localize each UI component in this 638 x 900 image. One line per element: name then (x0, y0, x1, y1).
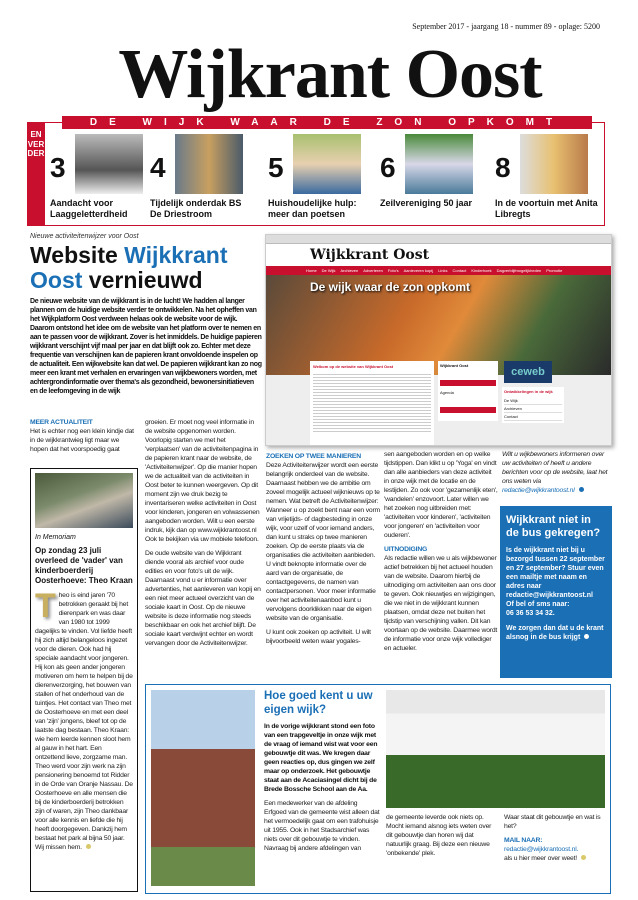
website-nav-item[interactable]: Foto's (387, 268, 399, 273)
end-dot-icon (584, 634, 589, 639)
body-text: Een medewerker van de afdeling Erfgoed van de gemeente wist alleen dat het vermoedelijk gaat om een trafohuisje uit 1955. Ook in het Stadsarchief was niets over dit gebouwtje te vinden. Navraag bij andere afdelingen van (264, 800, 380, 852)
teaser-item[interactable] (150, 134, 246, 224)
website-hero (266, 275, 611, 375)
memoriam-body-2: Theo werd voor zijn werk na zijn pensionering benoemd tot Ridder in de Orde van Oranje Nassau. De Oosterhoeve en alle mensen die bij de kinderboerderij betrokken zijn of waren, zijn Theo dankbaar voor alle kennis en liefde die hij heeft doorgegeven. Dankzij hem bestaat het park al bijna 50 jaar. (35, 763, 133, 842)
headline (30, 243, 262, 293)
delivery-closing: We zorgen dan dat u de krant alsnog in de bus krijgt (506, 625, 604, 641)
website-menu-item[interactable]: De Wijk (504, 397, 562, 405)
teaser-caption: Huishoudelijke hulp: meer dan poetsen (268, 198, 357, 219)
en-verder-label: EN VERDER (27, 122, 45, 226)
end-dot-icon (579, 487, 584, 492)
delivery-box (500, 506, 612, 678)
website-nav-item[interactable]: Links (438, 268, 448, 273)
dateline: September 2017 - jaargang 18 - nummer 89 - oplage: 5200 (412, 22, 600, 31)
in-memoriam-box (30, 468, 138, 892)
body-text: Het is echter nog een klein kindje dat in de wijkkrantwieg ligt maar we hopen dat het voorspoedig gaat (30, 428, 134, 453)
memoriam-photo (35, 473, 133, 528)
column-5 (502, 450, 612, 495)
body-text: Wilt u wijkbewoners informeren over uw activiteiten of heeft u andere berichten voor op de website, laat het ons weten via (502, 451, 608, 485)
memoriam-label: In Memoriam (35, 534, 76, 541)
column-2 (145, 418, 261, 653)
website-menu-title: Ontwikkelingen in de wijk (504, 389, 553, 394)
body-text: als u hier meer over weet! (504, 855, 577, 862)
masthead-logo: Wijkrant Oost (118, 36, 542, 113)
subheading: MEER ACTUALITEIT (30, 419, 93, 426)
page-number: 5 (268, 152, 284, 183)
website-nav-item[interactable]: Aanleveren kopij (403, 268, 434, 273)
quiz-column-2 (386, 813, 498, 863)
phone-label: Of bel of sms naar: (506, 601, 570, 608)
website-welcome-title: Welkom op de website van Wijkkrant Oost (313, 364, 394, 369)
quiz-column-1 (264, 689, 380, 858)
subheading: UITNODIGING (384, 546, 428, 553)
end-dot-icon (86, 844, 91, 849)
website-menu-item[interactable]: Contact (504, 413, 562, 421)
column-1 (30, 418, 138, 454)
teaser-photo (175, 134, 243, 194)
sponsor-logo: ceweb (504, 361, 552, 383)
website-menu-item[interactable]: Archieven (504, 405, 562, 413)
slogan-bar: DE WIJK WAAR DE ZON OPKOMT (62, 116, 592, 129)
quiz-title: Hoe goed kent u uw eigen wijk? (264, 690, 373, 716)
website-side-title: Wijkkrant Oost (440, 363, 469, 368)
trafohuisje-photo (151, 690, 255, 886)
quiz-question: Waar staat dit gebouwtje en wat is het? (504, 814, 601, 830)
memoriam-title: Op zondag 23 juli overleed de 'vader' van kinderboerderij Oosterhoeve: Theo Kraan (35, 546, 133, 585)
website-menu (502, 387, 564, 423)
intro-paragraph: De nieuwe website van de wijkkrant is in de lucht! We hadden al langer plannen om de huidige website verder te ontwikkelen. Na het opheffen van het Wijkplatform Oost verdween helaas ook de website voor de wijk. Daarom ontstond het idee om de website van het platform over te nemen en aan te passen voor de wijkkrant. Zover is het inmiddels. De huidige papieren wijkkrant verschijnt vijf maal per jaar en dat blijft ook zo. Echter met deze frequentie van verschijnen kan de papieren krant onvoldoende inspelen op de actualiteit. Een wijkwebsite kan dat wel. De papieren wijkkrant kan zo nog meer een krant met verhalen en ervaringen van wijkbewoners worden, met achtergrondinformatie over thema's als gezondheid, bewonersinitiatieven en de leefomgeving in de wijk (30, 298, 262, 395)
website-nav-item[interactable]: Dagverblijfmogelijkheden (496, 268, 542, 273)
teaser-photo (520, 134, 588, 194)
website-nav (266, 266, 611, 275)
headline-highlight: Wijkkrant Oost (30, 242, 228, 293)
teaser-caption: In de voortuin met Anita Libregts (495, 198, 598, 219)
drop-cap: T (35, 587, 56, 625)
body-text: De oude website van de Wijkkrant diende vooral als archief voor oude edities en voor foto's uit de wijk. Daarnaast vond u er informatie over advertenties, het aanleveren van kopij en een niet meer actueel overzicht van de sociale kaart in Oost. Op de nieuwe website is deze informatie nog steeds beschikbaar en ook het archief blijft. De sociale kaart verdwijnt echter en wordt vervangen door de Activiteitenwijzer. (145, 550, 261, 647)
page-number: 4 (150, 152, 166, 183)
teaser-item[interactable] (268, 134, 364, 224)
page-number: 6 (380, 152, 396, 183)
website-nav-item[interactable]: Home (306, 268, 317, 273)
page-number: 3 (50, 152, 66, 183)
teaser-item[interactable] (380, 134, 476, 224)
teaser-caption: Tijdelijk onderdak BS De Driestroom (150, 198, 242, 219)
website-sidebar (438, 361, 498, 421)
browser-toolbar (266, 235, 611, 244)
website-nav-item[interactable]: Contact (452, 268, 467, 273)
body-text: groeien. Er moet nog veel informatie in de website opgenomen worden. Voorlopig starten we met het 'verplaatsen' van de activiteitenpagina in de papieren krant naar de website, de 'Activiteitenwijzer'. Op die manier hopen we de actualiteit van de activiteiten in Oost beter te kunnen weergeven. Op dit moment zijn we druk bezig te inventariseren welke activiteiten in Oost voor kinderen, jongeren en volwassenen aangeboden worden. Wilt u een eerste indruk, kijk dan op www.wijkkrantoost.nl Ook te bekijken via uw mobiele telefoon. (145, 419, 260, 543)
end-dot-icon (581, 855, 586, 860)
page-number: 8 (495, 152, 511, 183)
website-screenshot (265, 234, 612, 446)
website-nav-item[interactable]: Adverteren (363, 268, 383, 273)
website-nav-item[interactable]: Promotie (546, 268, 563, 273)
email-link[interactable]: redactie@wijkkrantoost.nl. (504, 846, 579, 853)
email-link[interactable]: redactie@wijkkrantoost.nl (502, 487, 575, 494)
building-photo (386, 690, 605, 808)
teaser-photo (75, 134, 143, 194)
website-logo: Wijkkrant Oost (266, 244, 611, 266)
memoriam-closing: Wij missen hem. (35, 844, 82, 851)
phone-number: 06 36 53 34 32. (506, 610, 555, 617)
delivery-title: Wijkkrant niet in de bus gekregen? (506, 514, 601, 539)
body-text: de gemeente leverde ook niets op. Mocht iemand alsnog iets weten over dit gebouwtje dan horen wij dat natuurlijk graag. Bij deze een nieuwe 'onbekende' plek. (386, 814, 492, 857)
memoriam-body: heo is eind jaren '70 betrokken geraakt bij het dierenpark en was daar van 1980 tot 1999 dagelijks te vinden. Vol liefde heeft hij zich altijd belangeloos ingezet voor de dieren. Ook had hij speciale aandacht voor jongeren. Hij kon als geen ander jongeren motiveren om hem te helpen bij de dierenverzorging, het bouwen van stallen of het onderhoud van de tuintjes. Het contact van Theo met de Oosterhoeve en met een deel van 'zijn' jongens, bleef tot op de laatste dag bestaan. Theo Kraan: wie hem leerde kennen sloot hem al gauw in het hart. Een ontzettend lieve, zorgzame man. (35, 592, 133, 761)
teaser-photo (405, 134, 473, 194)
column-3 (266, 452, 380, 651)
body-text: Deze Activiteitenwijzer wordt een eerste belangrijk onderdeel van de website. Daarnaast hebben we de ambitie om zoveel mogelijk actueel wijknieuws op te nemen. Wat betreft de Activiteitenwijzer: Wanneer u op zoekt bent naar een vorm van vrijetijds- of dagbesteding in onze wijk, voor uzelf of voor iemand anders, dan kunt u straks op twee manieren zoeken. Op de eerste plaats via de organisaties die activiteiten aanbieden. U vindt beknopte informatie over de aard van de organisatie, de contactgegevens, de namen van contactpersonen. Voor meer informatie over het activiteitenaanbod kunt u vervolgens doorklikken naar de eigen website van de organisatie. (266, 462, 381, 622)
website-hero-text: De wijk waar de zon opkomt (310, 280, 471, 294)
quiz-lead: In de vorige wijkkrant stond een foto van een trapgeveltje in onze wijk met de vraag of iemand wist wat voor een gebouwtje dit was. We kregen daar geen reacties op, dus gingen we zelf maar op onderzoek. Het gebouwtje staat aan de Acaciasingel dicht bij de Brede Bossche School aan de Aa. (264, 723, 378, 793)
quiz-column-3 (504, 813, 608, 863)
headline-part: vernieuwd (82, 267, 203, 293)
teaser-item[interactable] (495, 134, 603, 224)
teaser-caption: Zeilvereniging 50 jaar (380, 198, 473, 208)
delivery-body: Is de wijkkrant niet bij u bezorgd tussen 22 september en 27 september? Stuur even een mailtje met naam en adres naar redactie@wijkkrantoost.nl (506, 547, 605, 599)
subheading: ZOEKEN OP TWEE MANIEREN (266, 453, 361, 460)
website-nav-item[interactable]: De Wijk (321, 268, 336, 273)
column-4 (384, 450, 498, 658)
mail-label: MAIL NAAR: (504, 837, 543, 844)
teaser-item[interactable] (50, 134, 146, 224)
kicker: Nieuwe activiteitenwijzer voor Oost (30, 233, 139, 240)
body-text: Als redactie willen we u als wijkbewoner actief betrekken bij het actueel houden van de website. Daarom hierbij de uitnodiging om activiteiten aan ons door te geven. Ook nieuwtjes en wijzigingen, die we niet in de wijkkrant kunnen plaatsen, omdat deze net buiten het tijdstip van verschijning vallen. Dit kan voortaan op de website. Daarmee wordt de informatie voor onze wijk vollediger en actueler. (384, 555, 498, 652)
headline-part: Website (30, 242, 125, 268)
teaser-photo (293, 134, 361, 194)
website-nav-item[interactable]: Kinderhoek (471, 268, 492, 273)
website-agenda: Agenda (440, 390, 454, 395)
website-nav-item[interactable]: Archieven (340, 268, 359, 273)
body-text: sen aangeboden worden en op welke tijdstippen. Dan klikt u op 'Yoga' en vindt dan alle aanbieders van deze activiteit in onze wijk met de locatie en de lestijden. Zo ook voor 'gezamenlijk eten', 'wandelen' enzovoort. Later willen we het zoeken nog uitbreiden met: 'activiteiten voor kinderen', 'activiteiten voor jongeren' en 'activiteiten voor ouderen'. (384, 451, 498, 539)
website-welcome (310, 361, 434, 445)
teaser-caption: Aandacht voor Laaggeletterdheid (50, 198, 128, 219)
body-text: U kunt ook zoeken op activiteit. U wilt bijvoorbeeld weten waar yogales- (266, 629, 371, 645)
